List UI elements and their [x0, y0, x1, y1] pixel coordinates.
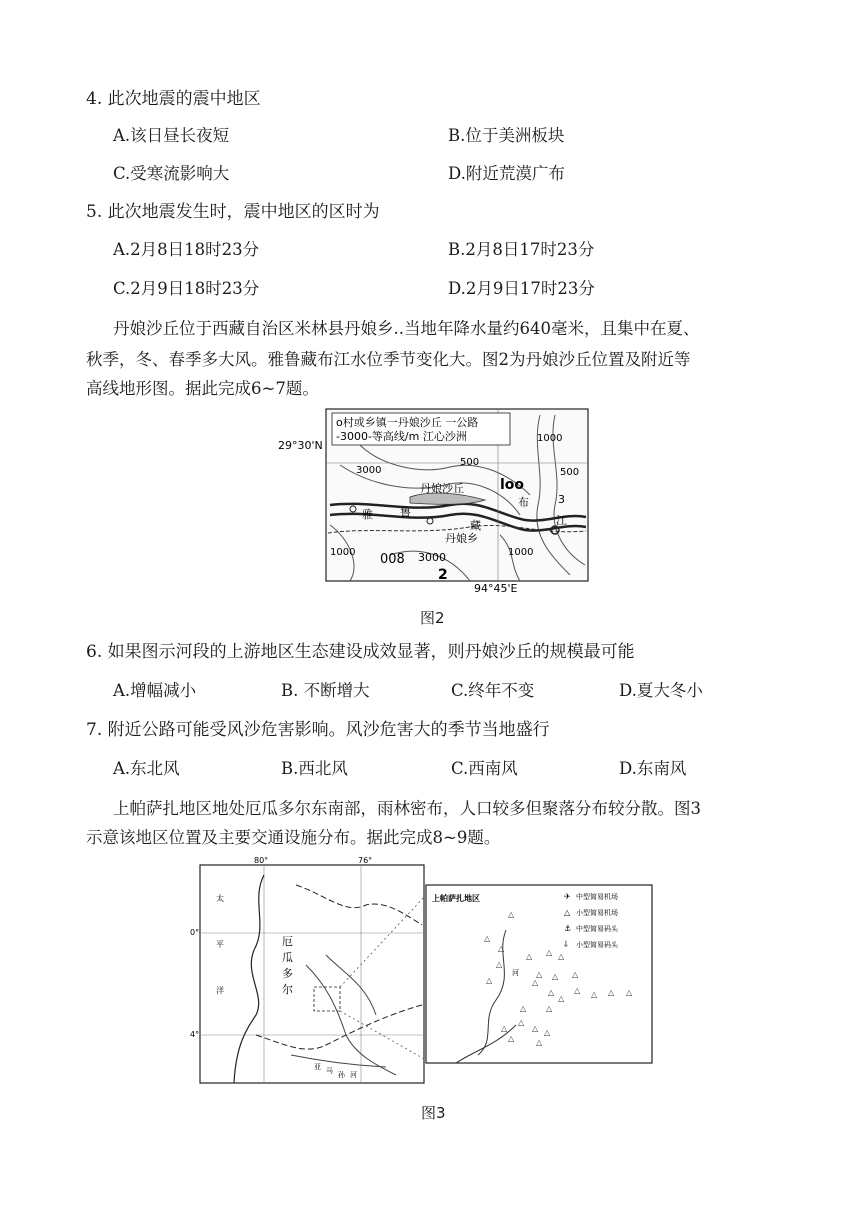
dock-small-icon: ⸸ [564, 940, 568, 949]
figure-2-caption: 图2 [420, 609, 445, 627]
figure-3-caption: 图3 [421, 1104, 446, 1122]
fig3-country-2: 瓜 [282, 951, 293, 964]
q7-option-a: A.东北风 [113, 759, 180, 778]
svg-text:△: △ [508, 1034, 515, 1043]
svg-text:△: △ [558, 952, 565, 961]
q6-stem: 6. 如果图示河段的上游地区生态建设成效显著，则丹娘沙丘的规模最可能 [86, 642, 635, 662]
fig2-label-zang: 藏 [470, 519, 481, 532]
svg-text:△: △ [536, 1038, 543, 1047]
svg-text:△: △ [501, 1024, 508, 1033]
q5-option-a: A.2月8日18时23分 [113, 240, 260, 259]
para2-line-1: 上帕萨扎地区地处厄瓜多尔东南部，雨林密布，人口较多但聚落分布较分散。图3 [113, 799, 701, 818]
fig2-lon-label: 94°45'E [474, 582, 518, 595]
svg-text:△: △ [548, 988, 555, 997]
fig3-lat-0: 0° [190, 928, 200, 937]
fig2-label-village: 丹娘乡 [445, 532, 478, 545]
fig3-river-3: 孙 [338, 1071, 345, 1079]
svg-text:△: △ [574, 986, 581, 995]
fig2-label-500-top: 500 [460, 457, 480, 468]
svg-text:△: △ [572, 970, 579, 979]
airport-medium-icon: ✈ [564, 892, 571, 901]
svg-text:△: △ [520, 1004, 527, 1013]
q7-stem: 7. 附近公路可能受风沙危害影响。风沙危害大的季节当地盛行 [86, 720, 550, 740]
q7-option-c: C.西南风 [451, 759, 518, 778]
svg-text:△: △ [591, 990, 598, 999]
svg-text:△: △ [496, 960, 503, 969]
q4-option-b: B.位于美洲板块 [448, 126, 565, 145]
q6-option-b: B. 不断增大 [281, 681, 370, 700]
fig2-label-bu: 布 [518, 496, 529, 509]
svg-text:△: △ [508, 910, 515, 919]
para1-line-3: 高线地形图。据此完成6~7题。 [86, 379, 319, 398]
svg-text:△: △ [526, 952, 533, 961]
svg-text:△: △ [546, 948, 553, 957]
svg-text:△: △ [546, 1004, 553, 1013]
q4-option-c: C.受寒流影响大 [113, 164, 230, 183]
q5-option-c: C.2月9日18时23分 [113, 279, 260, 298]
fig2-label-008: 008 [380, 552, 405, 567]
svg-text:△: △ [558, 994, 565, 1003]
svg-text:△: △ [518, 1018, 525, 1027]
fig3-inset-river-label: 河 [512, 969, 519, 977]
fig3-country-3: 多 [282, 967, 293, 980]
svg-text:△: △ [608, 988, 615, 997]
q5-stem: 5. 此次地震发生时，震中地区的区时为 [86, 202, 380, 222]
q7-option-d: D.东南风 [619, 759, 687, 778]
fig3-legend-3: 中型简易码头 [576, 925, 618, 933]
svg-text:△: △ [552, 972, 559, 981]
q5-option-d: D.2月9日17时23分 [448, 279, 595, 298]
fig3-river-2: 马 [326, 1067, 333, 1075]
fig2-label-500-right: 500 [560, 467, 580, 478]
fig3-inset-title: 上帕萨扎地区 [432, 894, 480, 903]
para2-line-2: 示意该地区位置及主要交通设施分布。据此完成8~9题。 [86, 828, 501, 847]
fig3-legend-2: 小型简易机场 [576, 909, 618, 917]
figure-3-map [190, 855, 656, 1090]
svg-text:△: △ [536, 970, 543, 979]
q4-option-a: A.该日昼长夜短 [113, 126, 230, 145]
fig3-river-4: 河 [350, 1071, 357, 1079]
fig3-legend-1: 中型简易机场 [576, 893, 618, 901]
fig2-label-dune: 丹娘沙丘 [420, 482, 464, 495]
q6-option-a: A.增幅减小 [113, 681, 197, 700]
fig2-label-1000-left: 1000 [330, 547, 356, 558]
fig3-ocean-1: 太 [216, 894, 224, 903]
fig2-label-3000-bottom: 3000 [418, 551, 446, 564]
svg-text:△: △ [532, 978, 539, 987]
fig2-label-3000-left: 3000 [356, 465, 382, 476]
q4-stem: 4. 此次地震的震中地区 [86, 89, 261, 109]
para1-line-2: 秋季，冬、春季多大风。雅鲁藏布江水位季节变化大。图2为丹娘沙丘位置及附近等 [86, 350, 691, 369]
fig2-label-2: 2 [438, 567, 448, 583]
fig3-lon-80: 80° [254, 856, 269, 865]
svg-text:△: △ [544, 1028, 551, 1037]
airport-small-icon: △ [564, 908, 571, 917]
svg-text:△: △ [486, 976, 493, 985]
fig2-label-1000-mid: 1000 [508, 547, 534, 558]
q5-option-b: B.2月8日17时23分 [448, 240, 595, 259]
para1-line-1: 丹娘沙丘位于西藏自治区米林县丹娘乡..当地年降水量约640毫米，且集中在夏、 [113, 319, 700, 338]
fig2-legend-line1: o村或乡镇一丹娘沙丘 一公路 [336, 416, 479, 429]
fig2-label-1000-top: 1000 [537, 433, 563, 444]
svg-text:△: △ [626, 988, 633, 997]
fig3-country-1: 厄 [282, 935, 293, 948]
q6-option-c: C.终年不变 [451, 681, 535, 700]
fig3-lon-76: 76° [358, 856, 373, 865]
svg-text:△: △ [484, 934, 491, 943]
fig2-label-lu: 鲁 [400, 506, 411, 519]
fig3-river-1: 亚 [314, 1063, 321, 1071]
fig3-ocean-3: 洋 [216, 986, 224, 995]
q4-option-d: D.附近荒漠广布 [448, 164, 565, 183]
svg-text:△: △ [532, 1024, 539, 1033]
dock-medium-icon: ⚓ [564, 924, 572, 933]
figure-2-map [270, 405, 600, 595]
q6-option-d: D.夏大冬小 [619, 681, 703, 700]
fig2-label-loo: loo [500, 477, 525, 493]
fig2-label-jiang: 江 [556, 514, 567, 527]
fig3-country-4: 尔 [282, 983, 293, 996]
fig2-legend-line2: -3000-等高线/m 江心沙洲 [336, 430, 467, 443]
fig2-label-3: 3 [558, 493, 565, 506]
fig3-ocean-2: 平 [216, 940, 224, 949]
fig3-lat-4: 4° [190, 1030, 200, 1039]
q7-option-b: B.西北风 [281, 759, 348, 778]
fig2-label-ya: 雅 [362, 508, 373, 521]
svg-text:△: △ [498, 944, 505, 953]
fig3-legend-4: 小型简易码头 [576, 941, 618, 949]
fig2-lat-label: 29°30'N [278, 439, 323, 452]
